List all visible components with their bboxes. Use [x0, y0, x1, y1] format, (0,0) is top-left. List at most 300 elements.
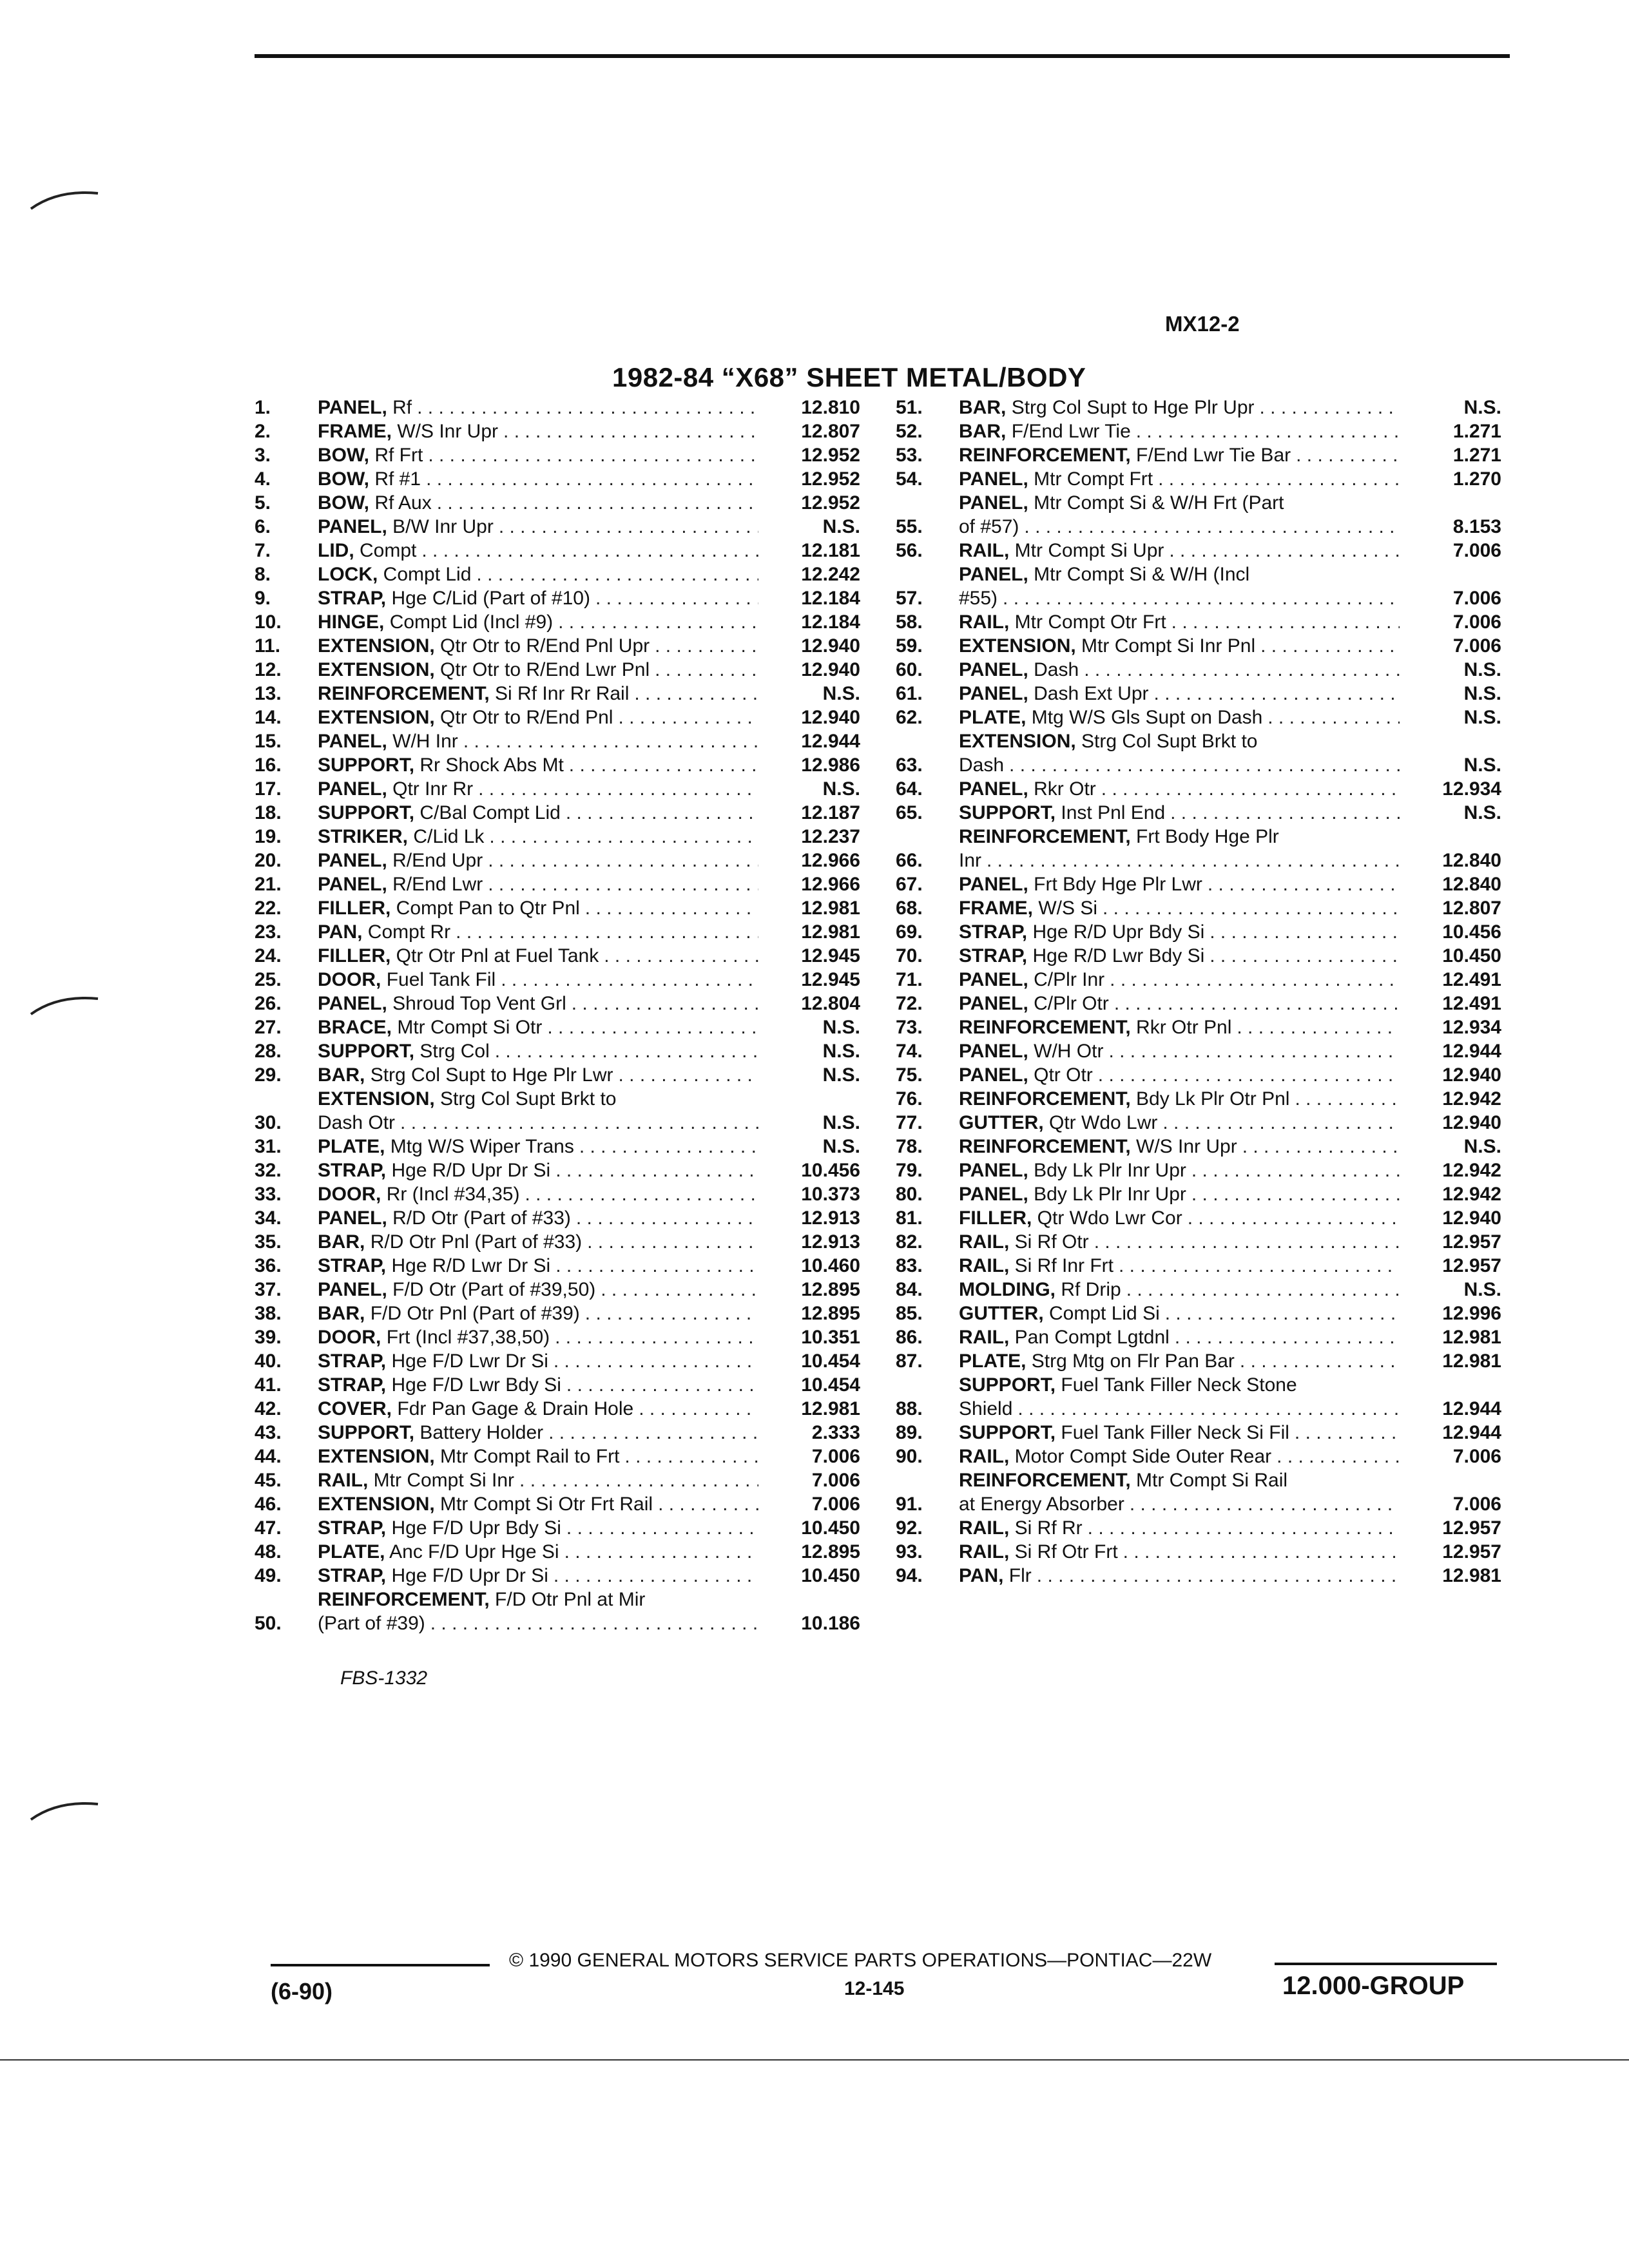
dot-leader	[587, 1230, 758, 1254]
part-name: DOOR,	[318, 969, 381, 990]
parts-list-item	[255, 753, 860, 777]
part-description: Compt Lid	[383, 564, 472, 585]
item-number: 32.	[255, 1160, 282, 1181]
part-name: PANEL,	[959, 1064, 1028, 1086]
parts-list-item	[255, 419, 860, 443]
group-reference: N.S.	[822, 1112, 860, 1133]
parts-list-item	[255, 777, 860, 801]
part-description: of #57)	[959, 516, 1019, 537]
group-reference: N.S.	[1463, 659, 1501, 680]
item-number: 54.	[896, 468, 923, 490]
item-number: 78.	[896, 1136, 923, 1157]
group-reference: 12.913	[801, 1207, 860, 1229]
part-name: REINFORCEMENT,	[959, 1088, 1131, 1110]
dot-leader	[579, 1135, 758, 1158]
item-number: 20.	[255, 850, 282, 871]
group-reference: N.S.	[822, 1064, 860, 1086]
part-description: Fuel Tank Filler Neck Stone	[1061, 1374, 1297, 1396]
dot-leader	[566, 1373, 758, 1397]
parts-list-item	[896, 1039, 1501, 1063]
margin-mark	[26, 1791, 103, 1830]
part-description: Rr Shock Abs Mt	[419, 754, 564, 776]
item-number: 68.	[896, 898, 923, 919]
item-number: 81.	[896, 1207, 923, 1229]
group-reference: 10.456	[801, 1160, 860, 1181]
item-number: 55.	[896, 516, 923, 537]
part-description: Inr	[959, 850, 982, 871]
item-number: 59.	[896, 635, 923, 657]
item-number: 23.	[255, 921, 282, 943]
part-name: RAIL,	[959, 1446, 1010, 1467]
item-number: 30.	[255, 1112, 282, 1133]
group-reference: 12.966	[801, 874, 860, 895]
group-reference: 12.996	[1442, 1303, 1501, 1324]
group-reference: 12.840	[1442, 874, 1501, 895]
group-reference: 10.454	[801, 1374, 860, 1396]
item-number: 53.	[896, 445, 923, 466]
part-name: FRAME,	[318, 421, 392, 442]
part-name: SUPPORT,	[959, 1422, 1056, 1443]
parts-list-item	[896, 944, 1501, 968]
dot-leader	[426, 467, 758, 491]
item-number: 90.	[896, 1446, 923, 1467]
part-name: REINFORCEMENT,	[959, 826, 1131, 847]
dot-leader	[1165, 1302, 1400, 1325]
part-description: Hge F/D Upr Bdy Si	[391, 1517, 561, 1539]
item-number: 11.	[255, 635, 281, 657]
dot-leader	[601, 1278, 758, 1302]
item-number: 88.	[896, 1398, 923, 1419]
item-number: 1.	[255, 397, 271, 418]
item-number: 21.	[255, 874, 282, 895]
parts-list-item	[896, 1278, 1501, 1302]
item-number: 79.	[896, 1160, 923, 1181]
item-number: 64.	[896, 778, 923, 800]
part-description: Battery Holder	[419, 1422, 544, 1443]
item-number: 75.	[896, 1064, 923, 1086]
dot-leader	[488, 872, 758, 896]
group-reference: 12.957	[1442, 1231, 1501, 1253]
parts-list-item	[896, 443, 1501, 467]
parts-list-item	[255, 1135, 860, 1158]
parts-list-item	[255, 1492, 860, 1516]
item-number: 66.	[896, 850, 923, 871]
part-description: Mtr Compt Si & W/H Frt (Part	[1034, 492, 1284, 514]
item-number: 43.	[255, 1422, 282, 1443]
item-number: 48.	[255, 1541, 282, 1562]
part-description: Hge R/D Lwr Bdy Si	[1032, 945, 1205, 966]
dot-leader	[566, 801, 758, 825]
part-description: Rf Frt	[374, 445, 423, 466]
part-description: Mtr Compt Si Upr	[1014, 540, 1164, 561]
part-name: BAR,	[959, 421, 1007, 442]
item-number: 10.	[255, 611, 282, 633]
group-reference: 7.006	[1452, 635, 1501, 657]
part-description: Mtr Compt Si Otr Frt Rail	[440, 1494, 653, 1515]
parts-list-item	[896, 1254, 1501, 1278]
group-reference: 12.942	[1442, 1160, 1501, 1181]
item-number: 4.	[255, 468, 271, 490]
item-number: 65.	[896, 802, 923, 823]
dot-leader	[639, 1397, 758, 1421]
part-description: at Energy Absorber	[959, 1494, 1124, 1515]
part-description: Compt Lid (Incl #9)	[389, 611, 554, 633]
group-reference: 10.450	[801, 1517, 860, 1539]
parts-list-item	[896, 467, 1501, 491]
part-description: Rkr Otr Pnl	[1136, 1017, 1232, 1038]
part-description: Rkr Otr	[1034, 778, 1096, 800]
group-reference: 12.940	[1442, 1064, 1501, 1086]
part-description: Shield	[959, 1398, 1013, 1419]
group-reference: 12.940	[801, 707, 860, 728]
part-name: PANEL,	[959, 659, 1028, 680]
part-description: W/S Inr Upr	[397, 421, 499, 442]
part-name: DOOR,	[318, 1327, 381, 1348]
parts-column-right	[896, 396, 1501, 1588]
group-reference: 12.913	[801, 1231, 860, 1253]
item-number: 17.	[255, 778, 282, 800]
part-description: Dash	[1034, 659, 1079, 680]
part-name: PANEL,	[959, 564, 1028, 585]
part-name: PLATE,	[318, 1541, 385, 1562]
dot-leader	[1191, 1182, 1400, 1206]
part-description: Rf Drip	[1061, 1279, 1121, 1300]
part-description: C/Bal Compt Lid	[419, 802, 561, 823]
dot-leader	[554, 1564, 758, 1588]
part-name: FILLER,	[318, 898, 391, 919]
dot-leader	[476, 562, 758, 586]
part-name: STRIKER,	[318, 826, 409, 847]
part-name: SUPPORT,	[318, 1422, 415, 1443]
part-name: SUPPORT,	[959, 802, 1056, 823]
part-description: Mtr Compt Otr Frt	[1014, 611, 1166, 633]
part-description: Rr (Incl #34,35)	[386, 1184, 520, 1205]
group-reference: 12.934	[1442, 778, 1501, 800]
part-description: Rf	[392, 397, 412, 418]
part-description: F/End Lwr Tie Bar	[1136, 445, 1291, 466]
part-name: REINFORCEMENT,	[959, 1470, 1131, 1491]
dot-leader	[1208, 872, 1400, 896]
parts-list-item	[896, 1516, 1501, 1540]
part-name: FRAME,	[959, 898, 1033, 919]
dot-leader	[1084, 658, 1400, 682]
part-description: Strg Col Supt to Hge Plr Lwr	[370, 1064, 613, 1086]
part-name: STRAP,	[318, 1160, 387, 1181]
group-reference: 12.940	[801, 635, 860, 657]
part-description: F/D Otr Pnl at Mir	[495, 1589, 646, 1610]
item-number: 52.	[896, 421, 923, 442]
part-name: PANEL,	[318, 1207, 387, 1229]
part-description: Hge C/Lid (Part of #10)	[391, 588, 590, 609]
parts-list-item	[896, 1349, 1501, 1373]
part-name: STRAP,	[318, 1350, 387, 1372]
group-reference: 7.006	[1452, 540, 1501, 561]
dot-leader	[555, 1158, 758, 1182]
part-name: BAR,	[959, 397, 1007, 418]
part-name: FILLER,	[959, 1207, 1032, 1229]
part-name: BOW,	[318, 492, 369, 514]
dot-leader	[569, 753, 758, 777]
group-reference: 12.945	[801, 945, 860, 966]
item-number: 8.	[255, 564, 271, 585]
parts-list-item	[255, 1468, 860, 1492]
parts-list-item	[255, 396, 860, 419]
part-description: Frt (Incl #37,38,50)	[386, 1327, 550, 1348]
part-description: Mtg W/S Wiper Trans	[390, 1136, 574, 1157]
parts-list-item	[896, 1373, 1501, 1421]
dot-leader	[1103, 896, 1400, 920]
parts-list-item	[255, 1421, 860, 1445]
part-description: Mtr Compt Si & W/H (Incl	[1034, 564, 1250, 585]
dot-leader	[456, 920, 758, 944]
part-description: Pan Compt Lgtdnl	[1014, 1327, 1170, 1348]
parts-list-item	[255, 1278, 860, 1302]
group-reference: 10.454	[801, 1350, 860, 1372]
group-reference: 10.186	[801, 1613, 860, 1634]
group-reference: 12.895	[801, 1541, 860, 1562]
group-reference: N.S.	[822, 778, 860, 800]
dot-leader	[624, 1445, 758, 1468]
part-description: W/H Otr	[1034, 1041, 1104, 1062]
part-name: LOCK,	[318, 564, 378, 585]
item-number: 39.	[255, 1327, 282, 1348]
parts-list-item	[896, 419, 1501, 443]
dot-leader	[1130, 1492, 1400, 1516]
dot-leader	[1260, 396, 1400, 419]
dot-leader	[437, 491, 758, 515]
dot-leader	[1037, 1564, 1400, 1588]
group-reference: 8.153	[1452, 516, 1501, 537]
parts-list-item	[896, 562, 1501, 610]
parts-list-item	[255, 562, 860, 586]
parts-list-item	[896, 920, 1501, 944]
group-reference: N.S.	[822, 1136, 860, 1157]
parts-list-item	[896, 729, 1501, 777]
part-description: Compt Pan to Qtr Pnl	[396, 898, 580, 919]
part-name: STRAP,	[318, 1255, 387, 1276]
part-description: Shroud Top Vent Grl	[392, 993, 566, 1014]
document-code: MX12-2	[1165, 312, 1240, 336]
part-description: Qtr Otr to R/End Pnl Upr	[440, 635, 650, 657]
dot-leader	[1295, 1087, 1400, 1111]
group-reference: 10.450	[801, 1565, 860, 1586]
group-reference: 12.237	[801, 826, 860, 847]
group-reference: 12.942	[1442, 1088, 1501, 1110]
part-description: Anc F/D Upr Hge Si	[389, 1541, 559, 1562]
dot-leader	[417, 396, 758, 419]
parts-list-item	[255, 1063, 860, 1087]
footer-rule	[1275, 1963, 1497, 1965]
parts-list-item	[255, 586, 860, 610]
part-name: MOLDING,	[959, 1279, 1055, 1300]
dot-leader	[604, 944, 758, 968]
item-number: 70.	[896, 945, 923, 966]
group-reference: N.S.	[822, 683, 860, 704]
group-reference: 10.373	[801, 1184, 860, 1205]
parts-list-item	[896, 396, 1501, 419]
parts-list-item	[896, 658, 1501, 682]
item-number: 12.	[255, 659, 282, 680]
parts-list-item	[896, 777, 1501, 801]
item-number: 76.	[896, 1088, 923, 1110]
group-reference: 12.981	[801, 898, 860, 919]
parts-list-item	[255, 896, 860, 920]
part-name: BAR,	[318, 1303, 365, 1324]
dot-leader	[1210, 944, 1400, 968]
parts-list-item	[255, 1015, 860, 1039]
group-reference: 12.940	[1442, 1207, 1501, 1229]
item-number: 77.	[896, 1112, 923, 1133]
item-number: 63.	[896, 754, 923, 776]
part-description: Rf Aux	[374, 492, 432, 514]
part-name: STRAP,	[959, 945, 1028, 966]
dot-leader	[1188, 1206, 1400, 1230]
footer-copyright: © 1990 GENERAL MOTORS SERVICE PARTS OPERATIONS—PONTIAC—22W	[509, 1950, 1212, 1971]
parts-list-item	[255, 801, 860, 825]
part-name: BRACE,	[318, 1017, 392, 1038]
item-number: 47.	[255, 1517, 282, 1539]
item-number: 71.	[896, 969, 923, 990]
parts-list-item	[896, 1182, 1501, 1206]
dot-leader	[525, 1182, 758, 1206]
dot-leader	[428, 443, 758, 467]
dot-leader	[1242, 1135, 1400, 1158]
part-description: Hge R/D Upr Bdy Si	[1032, 921, 1205, 943]
dot-leader	[1126, 1278, 1400, 1302]
parts-list-item	[896, 539, 1501, 562]
parts-list-item	[255, 1182, 860, 1206]
dot-leader	[1110, 968, 1400, 992]
part-name: STRAP,	[318, 588, 387, 609]
part-name: RAIL,	[959, 1517, 1010, 1539]
part-name: RAIL,	[959, 1541, 1010, 1562]
item-number: 24.	[255, 945, 282, 966]
parts-list-item	[255, 1349, 860, 1373]
item-number: 33.	[255, 1184, 282, 1205]
dot-leader	[1175, 1325, 1400, 1349]
margin-mark	[26, 180, 103, 219]
part-description: Si Rf Rr	[1014, 1517, 1083, 1539]
item-number: 42.	[255, 1398, 282, 1419]
part-name: PANEL,	[318, 1279, 387, 1300]
group-reference: 12.944	[1442, 1041, 1501, 1062]
part-description: Si Rf Inr Frt	[1014, 1255, 1114, 1276]
group-reference: 12.807	[801, 421, 860, 442]
parts-list-item	[896, 1206, 1501, 1230]
parts-list-item	[255, 610, 860, 634]
part-name: STRAP,	[318, 1374, 387, 1396]
part-name: GUTTER,	[959, 1112, 1044, 1133]
part-description: Qtr Wdo Lwr Cor	[1037, 1207, 1182, 1229]
part-name: EXTENSION,	[318, 707, 435, 728]
dot-leader	[576, 1206, 758, 1230]
part-name: RAIL,	[959, 611, 1010, 633]
group-reference: 12.934	[1442, 1017, 1501, 1038]
item-number: 61.	[896, 683, 923, 704]
item-number: 87.	[896, 1350, 923, 1372]
dot-leader	[1237, 1015, 1400, 1039]
parts-list-item	[896, 1325, 1501, 1349]
part-description: Flr	[1008, 1565, 1032, 1586]
margin-mark	[26, 986, 103, 1024]
group-reference: 12.944	[1442, 1422, 1501, 1443]
group-reference: 12.804	[801, 993, 860, 1014]
parts-list-item	[896, 1564, 1501, 1588]
item-number: 3.	[255, 445, 271, 466]
item-number: 25.	[255, 969, 282, 990]
part-description: Bdy Lk Plr Inr Upr	[1034, 1184, 1186, 1205]
group-reference: 12.491	[1442, 969, 1501, 990]
part-description: Qtr Otr to R/End Lwr Pnl	[440, 659, 650, 680]
part-description: Mtr Compt Si Inr Pnl	[1081, 635, 1256, 657]
item-number: 45.	[255, 1470, 282, 1491]
dot-leader	[554, 1349, 758, 1373]
part-name: PANEL,	[959, 1160, 1028, 1181]
part-description: Compt	[360, 540, 417, 561]
item-number: 26.	[255, 993, 282, 1014]
part-description: R/End Lwr	[392, 874, 483, 895]
part-name: BAR,	[318, 1064, 365, 1086]
dot-leader	[1101, 777, 1400, 801]
item-number: 86.	[896, 1327, 923, 1348]
parts-list-item	[255, 1158, 860, 1182]
part-description: Fuel Tank Filler Neck Si Fil	[1061, 1422, 1289, 1443]
part-name: SUPPORT,	[318, 754, 415, 776]
parts-list-item	[896, 1087, 1501, 1111]
part-name: PAN,	[318, 921, 363, 943]
part-name: BOW,	[318, 468, 369, 490]
group-reference: N.S.	[1463, 707, 1501, 728]
part-description: Dash Ext Upr	[1034, 683, 1149, 704]
parts-column-left	[255, 396, 860, 1635]
part-name: PANEL,	[318, 850, 387, 871]
parts-list-item	[896, 682, 1501, 706]
group-reference: 12.952	[801, 445, 860, 466]
part-description: F/End Lwr Tie	[1011, 421, 1131, 442]
part-name: PANEL,	[959, 683, 1028, 704]
part-description: W/S Si	[1038, 898, 1098, 919]
part-name: STRAP,	[318, 1565, 387, 1586]
item-number: 57.	[896, 588, 923, 609]
parts-list-item	[255, 443, 860, 467]
part-description: Qtr Inr Rr	[392, 778, 474, 800]
item-number: 44.	[255, 1446, 282, 1467]
parts-list-item	[255, 1325, 860, 1349]
parts-list-item	[255, 467, 860, 491]
part-name: SUPPORT,	[318, 1041, 415, 1062]
part-description: Si Rf Inr Rr Rail	[495, 683, 630, 704]
item-number: 40.	[255, 1350, 282, 1372]
page-title: 1982-84 “X68” SHEET METAL/BODY	[612, 362, 1086, 392]
part-description: Hge F/D Upr Dr Si	[391, 1565, 548, 1586]
part-name: RAIL,	[959, 1327, 1010, 1348]
group-reference: 12.981	[801, 921, 860, 943]
part-description: Mtr Compt Rail to Frt	[440, 1446, 620, 1467]
dot-leader	[655, 634, 758, 658]
group-reference: 12.940	[801, 659, 860, 680]
group-reference: 12.957	[1442, 1255, 1501, 1276]
group-reference: 12.840	[1442, 850, 1501, 871]
parts-list-item	[896, 1445, 1501, 1468]
parts-list-item	[255, 1230, 860, 1254]
group-reference: 12.491	[1442, 993, 1501, 1014]
dot-leader	[1123, 1540, 1400, 1564]
item-number: 34.	[255, 1207, 282, 1229]
part-name: PLATE,	[318, 1136, 385, 1157]
item-number: 91.	[896, 1494, 923, 1515]
part-description: (Part of #39)	[318, 1613, 425, 1634]
group-reference: 12.184	[801, 588, 860, 609]
